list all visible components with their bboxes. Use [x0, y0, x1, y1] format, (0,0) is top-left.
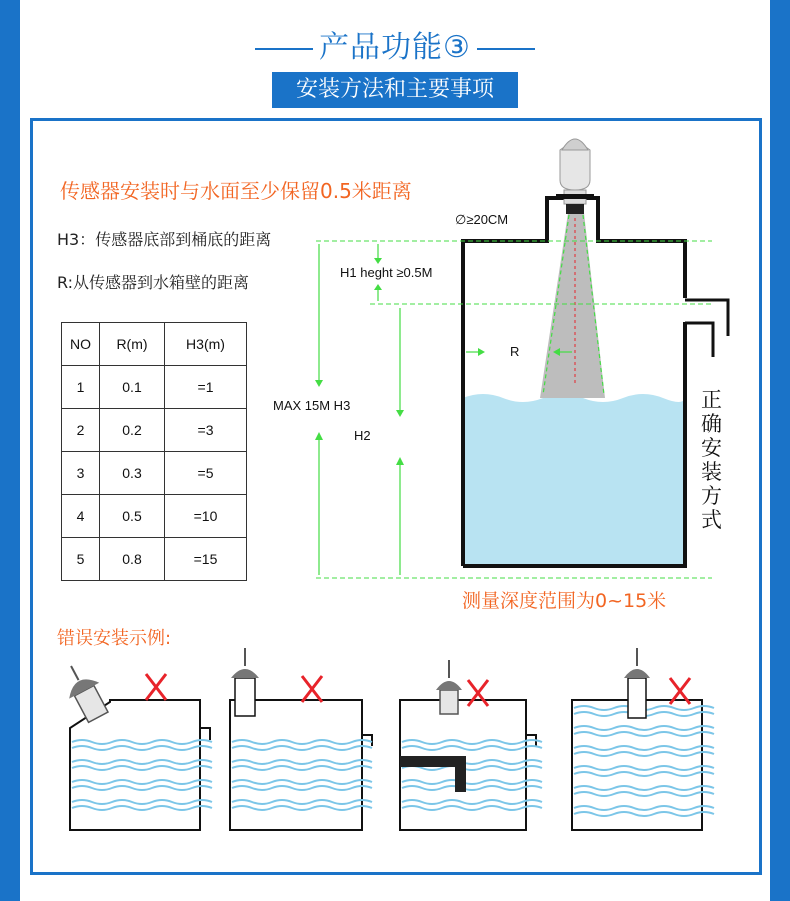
- max-label: MAX 15M H3: [273, 398, 351, 413]
- wrong-example-3: [400, 660, 542, 830]
- r-definition: R:从传感器到水箱壁的距离: [57, 273, 250, 292]
- distance-note: 传感器安装时与水面至少保留0.5米距离: [60, 179, 412, 203]
- cell-h3: =3: [165, 409, 247, 452]
- r-label: R: [510, 344, 520, 359]
- cell-r: 0.1: [100, 366, 165, 409]
- overflow-pipe: [685, 300, 728, 357]
- diameter-label: ∅≥20CM: [455, 212, 509, 227]
- wrong-example-1: [56, 658, 212, 830]
- cell-r: 0.5: [100, 495, 165, 538]
- tank-water: [463, 394, 685, 566]
- subtitle-banner: 安装方法和主要事项: [272, 72, 518, 108]
- h1-label: H1 heght ≥0.5M: [340, 265, 433, 280]
- cell-no: 1: [62, 366, 100, 409]
- h2-label: H2: [354, 428, 371, 443]
- cell-no: 4: [62, 495, 100, 538]
- wrong-example-2: [230, 648, 372, 830]
- cell-no: 3: [62, 452, 100, 495]
- correct-install-label: 正确安装方式: [701, 388, 722, 532]
- cell-r: 0.2: [100, 409, 165, 452]
- range-label: 测量深度范围为0~15米: [462, 590, 667, 612]
- header-h3: H3(m): [165, 323, 247, 366]
- cell-no: 2: [62, 409, 100, 452]
- h2-arrows: [396, 308, 404, 575]
- cell-h3: =1: [165, 366, 247, 409]
- cell-h3: =15: [165, 538, 247, 581]
- cell-r: 0.8: [100, 538, 165, 581]
- header-no: NO: [62, 323, 100, 366]
- wrong-example-4: [572, 648, 714, 830]
- cell-h3: =5: [165, 452, 247, 495]
- header-r: R(m): [100, 323, 165, 366]
- cell-no: 5: [62, 538, 100, 581]
- cell-h3: =10: [165, 495, 247, 538]
- sensor: [556, 139, 594, 214]
- cell-r: 0.3: [100, 452, 165, 495]
- wrong-examples-title: 错误安装示例:: [57, 628, 172, 649]
- title-text: 产品功能③: [319, 30, 471, 65]
- h3-definition: H3：传感器底部到桶底的距离: [57, 230, 272, 249]
